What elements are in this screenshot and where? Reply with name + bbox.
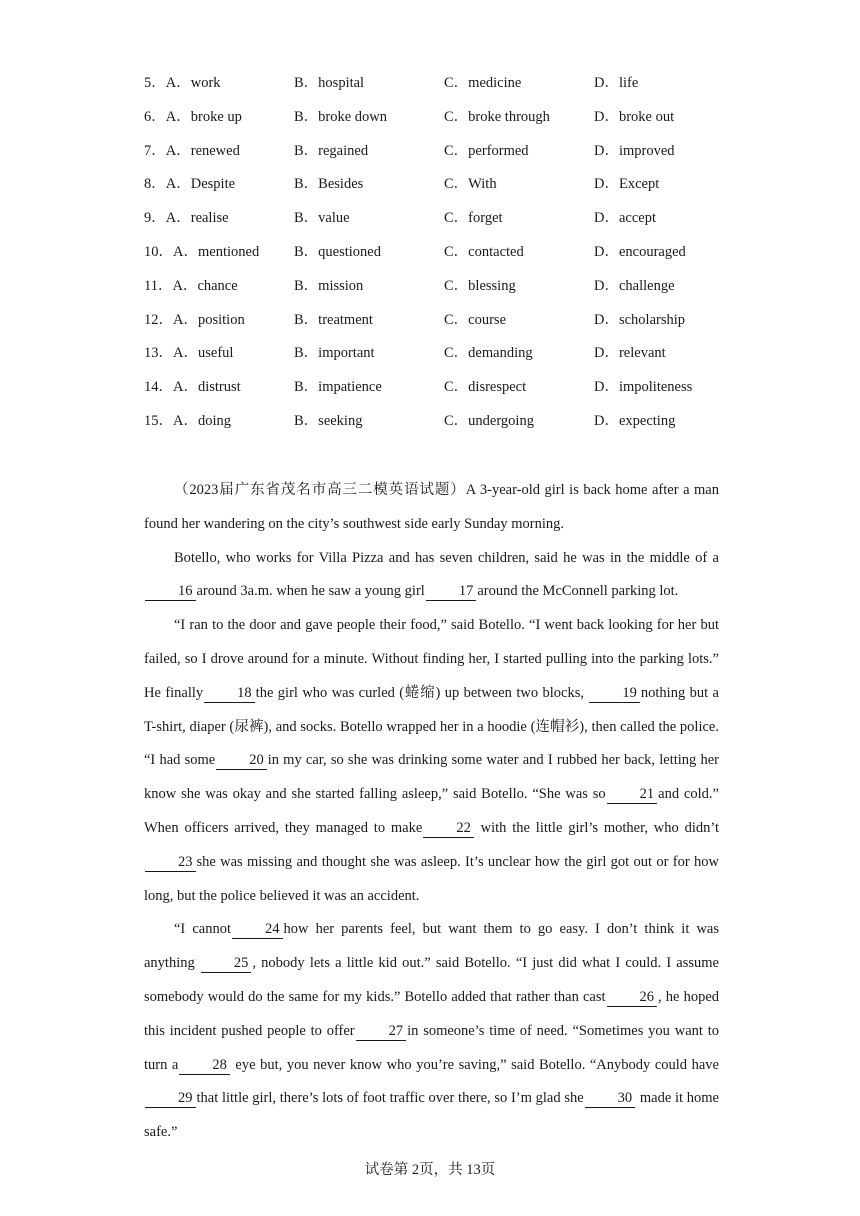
blank-22: 22 — [423, 819, 474, 838]
option-b: B．regained — [294, 142, 369, 159]
paragraph-text: , he hoped this incident pushed people to offer — [144, 988, 720, 1039]
option-c: C．performed — [444, 142, 529, 159]
option-d: D．Except — [594, 176, 660, 193]
option-text: broke up — [190, 108, 242, 125]
question-number: 11．A． — [144, 277, 198, 294]
blank-17: 17 — [426, 582, 477, 601]
option-a — [144, 70, 221, 96]
paragraph-text: the girl who was curled (蜷缩) up between two blocks, — [255, 684, 589, 701]
option-text: distrust — [197, 379, 241, 396]
paragraph-text: nothing but a T-shirt, diaper (尿裤), and socks. Botello wrapped her in a hoodie (连帽衫), then called the police. “I had some — [144, 684, 719, 769]
option-text: doing — [197, 412, 232, 429]
option-a — [144, 340, 233, 366]
paragraph-text: around the McConnell parking lot. — [477, 583, 679, 600]
option-b: B．important — [294, 345, 375, 362]
paragraph-4 — [144, 913, 719, 1150]
question-number: 5．A． — [144, 75, 191, 91]
option-c: C．broke through — [444, 108, 550, 125]
option-c: C．contacted — [444, 243, 524, 260]
paragraph-text: A 3-year-old girl is back home after a man found her wandering on the city’s southwest side early Sunday morning. — [144, 482, 719, 532]
option-d: D．scholarship — [594, 311, 686, 328]
option-b: B．seeking — [294, 412, 363, 429]
blank-21: 21 — [607, 785, 658, 804]
question-options-row — [144, 70, 744, 104]
option-c: C．demanding — [444, 345, 533, 362]
paragraph-text: in my car, so she was drinking some water and I rubbed her back, letting her know she was okay and she started falling asleep,” said Botello. “She was so — [144, 752, 719, 803]
question-number: 12．A． — [144, 311, 198, 328]
option-d: D．life — [594, 75, 639, 91]
option-text: position — [197, 311, 245, 328]
option-c: C．blessing — [444, 277, 516, 294]
option-text: mentioned — [197, 243, 260, 260]
option-d: D．broke out — [594, 108, 675, 125]
option-d: D．accept — [594, 210, 656, 227]
paragraph-3 — [144, 609, 719, 913]
blank-28: 28 — [179, 1056, 230, 1075]
question-number: 13．A． — [144, 345, 198, 362]
option-a — [144, 273, 238, 299]
option-d: D．impoliteness — [594, 379, 693, 396]
option-c: C．forget — [444, 210, 503, 227]
blank-29: 29 — [145, 1089, 196, 1108]
blank-26: 26 — [607, 988, 658, 1007]
question-options-row — [144, 408, 744, 442]
question-options-row — [144, 205, 744, 239]
question-number: 8．A． — [144, 176, 191, 193]
option-a — [144, 171, 235, 197]
blank-19: 19 — [589, 684, 640, 703]
option-a — [144, 205, 229, 231]
paragraph-text: eye but, you never know who you’re saving,” said Botello. “Anybody could have — [230, 1056, 719, 1073]
paragraph-1 — [144, 474, 719, 542]
blank-18: 18 — [204, 684, 255, 703]
paragraph-2 — [144, 542, 719, 610]
option-c: C．medicine — [444, 75, 522, 91]
question-options-row — [144, 138, 744, 172]
question-options-row — [144, 171, 744, 205]
blank-27: 27 — [356, 1022, 407, 1041]
option-a — [144, 374, 241, 400]
paragraph-text: , nobody lets a little kid out.” said Botello. “I just did what I could. I assume somebody would do the same for my kids.” Botello added that rather than cast — [144, 955, 719, 1005]
paragraph-text: in someone’s time of need. “Sometimes you want to turn a — [144, 1022, 719, 1073]
question-options-row — [144, 239, 744, 273]
option-text: renewed — [190, 142, 240, 159]
option-text: work — [190, 75, 221, 91]
question-number: 15．A． — [144, 412, 198, 429]
blank-25: 25 — [201, 954, 252, 973]
blank-16: 16 — [145, 582, 196, 601]
paragraph-text: that little girl, there’s lots of foot traffic over there, so I’m glad she — [196, 1090, 584, 1107]
option-b: B．treatment — [294, 311, 373, 328]
question-number: 6．A． — [144, 108, 191, 125]
paragraph-text: made it home safe.” — [144, 1090, 719, 1141]
option-c: C．undergoing — [444, 412, 534, 429]
option-b: B．broke down — [294, 108, 388, 125]
paragraph-text: Botello, who works for Villa Pizza and has seven children, said he was in the middle of a — [174, 549, 719, 566]
option-b: B．impatience — [294, 379, 382, 396]
question-number: 10．A． — [144, 243, 198, 260]
option-text: chance — [197, 277, 238, 294]
blank-24: 24 — [232, 920, 283, 939]
blank-20: 20 — [216, 751, 267, 770]
page-footer: 试卷第 2页，共 13页 — [364, 1162, 496, 1178]
option-a — [144, 408, 231, 434]
option-b: B．questioned — [294, 243, 381, 260]
answer-options — [144, 70, 744, 442]
question-options-row — [144, 104, 744, 138]
option-c: C．With — [444, 176, 497, 193]
option-b: B．hospital — [294, 75, 365, 91]
question-options-row — [144, 374, 744, 408]
paragraph-text: and cold.” When officers arrived, they managed to make — [144, 786, 719, 836]
option-text: realise — [190, 210, 229, 227]
option-c: C．course — [444, 311, 507, 328]
option-b: B．Besides — [294, 176, 364, 193]
question-number: 9．A． — [144, 210, 191, 227]
question-options-row — [144, 340, 744, 374]
blank-23: 23 — [145, 853, 196, 872]
reading-passage — [144, 474, 719, 1150]
source-note: （2023届广东省茂名市高三二模英语试题） — [174, 482, 466, 498]
option-a — [144, 307, 245, 333]
paragraph-text: “I cannot — [174, 921, 232, 938]
paragraph-text: how her parents feel, but want them to go easy. I don’t think it was anything — [144, 921, 720, 972]
option-d: D．challenge — [594, 277, 675, 294]
option-b: B．mission — [294, 277, 364, 294]
option-a — [144, 104, 242, 130]
option-d: D．encouraged — [594, 243, 686, 260]
option-d: D．expecting — [594, 412, 676, 429]
paragraph-text: she was missing and thought she was asleep. It’s unclear how the girl got out or for how long, but the police believed it was an accident. — [144, 853, 719, 904]
option-text: useful — [197, 345, 234, 362]
paragraph-text: with the little girl’s mother, who didn’t — [474, 819, 719, 836]
question-options-row — [144, 307, 744, 341]
option-a — [144, 138, 240, 164]
option-d: D．relevant — [594, 345, 666, 362]
paragraph-text: around 3a.m. when he saw a young girl — [196, 583, 425, 600]
option-b: B．value — [294, 210, 350, 227]
paragraph-text: “I ran to the door and gave people their food,” said Botello. “I went back looking for her but failed, so I drove around for a minute. Without finding her, I started pulling into the parking lots.” He finally — [144, 617, 719, 701]
question-number: 14．A． — [144, 379, 198, 396]
question-options-row — [144, 273, 744, 307]
option-text: Despite — [190, 176, 236, 193]
question-number: 7．A． — [144, 142, 191, 159]
option-c: C．disrespect — [444, 379, 527, 396]
blank-30: 30 — [585, 1089, 636, 1108]
option-a — [144, 239, 259, 265]
option-d: D．improved — [594, 142, 675, 159]
